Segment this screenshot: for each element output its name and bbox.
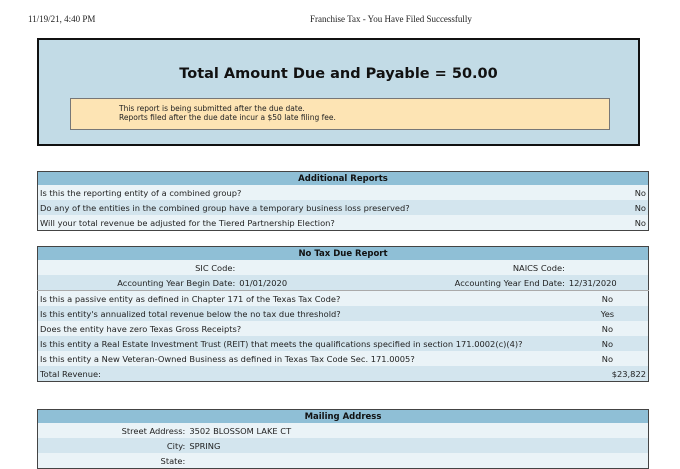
begin-date-label: Accounting Year Begin Date: <box>38 275 238 291</box>
table-row <box>38 200 649 215</box>
begin-date-value: 01/01/2020 <box>237 275 417 291</box>
answer: Yes <box>567 306 649 321</box>
question: Is this a passive entity as defined in Chapter 171 of the Texas Tax Code? <box>38 291 567 307</box>
question: Will your total revenue be adjusted for the Tiered Partnership Election? <box>38 215 624 231</box>
mailing-address-table <box>37 409 649 469</box>
table-row <box>38 291 649 307</box>
answer: No <box>567 351 649 366</box>
street-value: 3502 BLOSSOM LAKE CT <box>187 423 648 438</box>
print-header <box>0 14 680 30</box>
late-filing-notice <box>70 98 610 130</box>
answer: No <box>624 215 649 231</box>
late-notice-line-2: Reports filed after the due date incur a $50 late filing fee. <box>119 113 336 122</box>
answer: No <box>567 291 649 307</box>
total-revenue-label: Total Revenue: <box>38 366 567 382</box>
question: Does the entity have zero Texas Gross Receipts? <box>38 321 567 336</box>
total-due-panel <box>37 38 640 146</box>
answer: No <box>624 185 649 200</box>
table-row <box>38 321 649 336</box>
additional-reports-title: Additional Reports <box>38 172 649 186</box>
no-tax-due-title: No Tax Due Report <box>38 247 649 261</box>
sic-code-label: SIC Code: <box>38 260 238 275</box>
table-row <box>38 185 649 200</box>
sic-code-value <box>237 260 417 275</box>
no-tax-due-report-table <box>37 246 649 382</box>
naics-code-value <box>567 260 649 275</box>
question: Is this entity a Real Estate Investment Trust (REIT) that meets the qualifications specified in section 171.0002(c)(4)? <box>38 336 567 351</box>
total-due-heading: Total Amount Due and Payable = 50.00 <box>179 66 498 82</box>
print-page-title: Franchise Tax - You Have Filed Successfully <box>310 14 472 24</box>
question: Is this the reporting entity of a combined group? <box>38 185 624 200</box>
print-datetime: 11/19/21, 4:40 PM <box>28 14 96 24</box>
answer: No <box>567 321 649 336</box>
question: Is this entity a New Veteran-Owned Business as defined in Texas Tax Code Sec. 171.0005? <box>38 351 567 366</box>
city-label: City: <box>38 438 188 453</box>
state-label: State: <box>38 453 188 469</box>
city-row <box>38 438 649 453</box>
table-row <box>38 351 649 366</box>
state-row <box>38 453 649 469</box>
answer: No <box>567 336 649 351</box>
late-notice-line-1: This report is being submitted after the due date. <box>119 104 305 113</box>
total-revenue-row <box>38 366 649 382</box>
codes-row <box>38 260 649 275</box>
table-row <box>38 215 649 231</box>
question: Do any of the entities in the combined group have a temporary business loss preserved? <box>38 200 624 215</box>
end-date-value: 12/31/2020 <box>567 275 649 291</box>
question: Is this entity's annualized total revenue below the no tax due threshold? <box>38 306 567 321</box>
additional-reports-table <box>37 171 649 231</box>
table-row <box>38 336 649 351</box>
state-value <box>187 453 648 469</box>
city-value: SPRING <box>187 438 648 453</box>
answer: No <box>624 200 649 215</box>
table-row <box>38 306 649 321</box>
total-revenue-value: $23,822 <box>567 366 649 382</box>
mailing-address-title: Mailing Address <box>38 410 649 424</box>
street-row <box>38 423 649 438</box>
street-label: Street Address: <box>38 423 188 438</box>
end-date-label: Accounting Year End Date: <box>417 275 567 291</box>
naics-code-label: NAICS Code: <box>417 260 567 275</box>
accounting-year-row <box>38 275 649 291</box>
